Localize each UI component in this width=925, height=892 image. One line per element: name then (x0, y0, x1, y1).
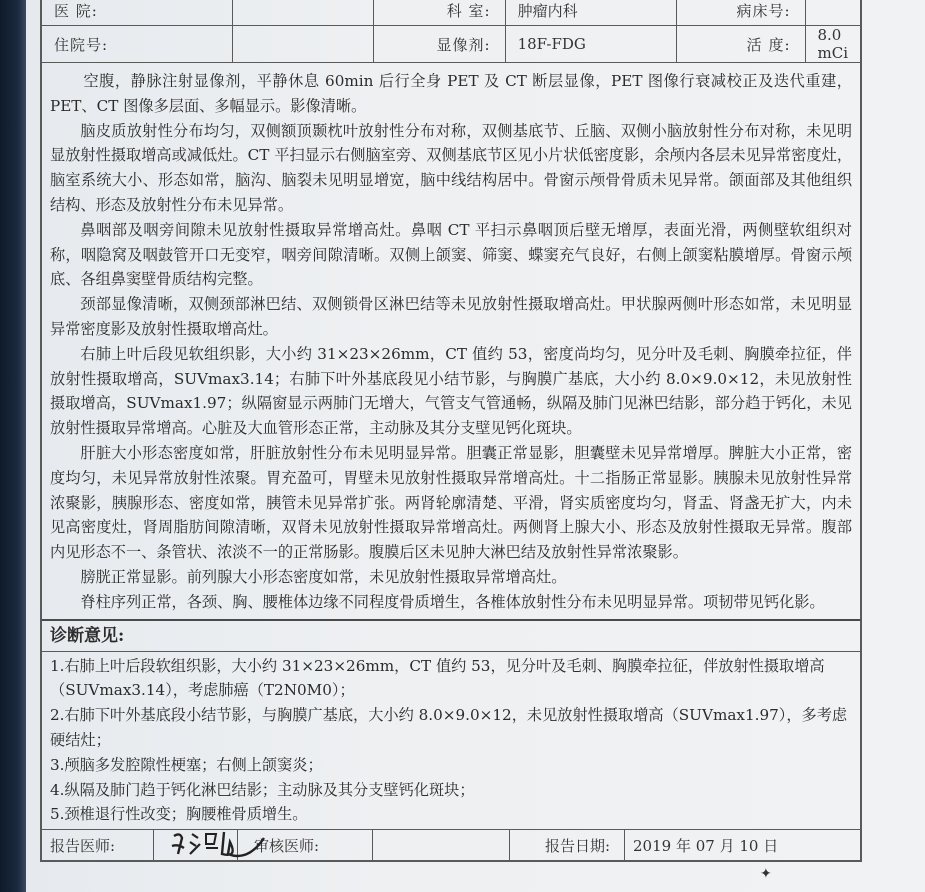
diagnosis-list (41, 652, 861, 830)
pen-mark-icon: ✦ (760, 866, 772, 882)
reviewer-value (373, 830, 510, 861)
bed-number-value (805, 0, 861, 26)
report-date-label: 报告日期: (510, 830, 625, 861)
report-doctor-label: 报告医师: (42, 830, 154, 861)
findings-paragraph-brain: 脑皮质放射性分布均匀，双侧额顶颞枕叶放射性分布对称，双侧基底节、丘脑、双侧小脑放射性分布对称，未见明显放射性摄取增高或减低灶。CT 平扫显示右侧脑室旁、双侧基底节区见小片状低密度影，余颅内各层未见异常密度灶，脑室系统大小、形态如常，脑沟、脑裂未见明显增宽，脑中线结构居中。骨窗示颅骨骨质未见异常。颌面部及其他组织结构、形态及放射性分布未见异常。 (50, 121, 852, 214)
signature-table (41, 829, 861, 861)
diagnosis-item: 3.颅脑多发腔隙性梗塞；右侧上颌窦炎； (50, 755, 323, 774)
findings-paragraph-abdomen: 肝脏大小形态密度如常，肝脏放射性分布未见明显异常。胆囊正常显影，胆囊壁未见异常增厚。脾脏大小正常，密度均匀，未见异常放射性浓聚。胃充盈可，胃壁未见放射性摄取异常增高灶。十二指肠正常显影。胰腺未见放射性异常浓聚影，胰腺形态、密度如常，胰管未见异常扩张。两肾轮廓清楚、平滑，肾实质密度均匀，肾盂、肾盏无扩大，内未见高密度灶，肾周脂肪间隙清晰，双肾未见放射性摄取异常增高灶。两侧肾上腺大小、形态及放射性摄取无异常。腹部内见形态不一、条管状、浓淡不一的正常肠影。腹膜后区未见肿大淋巴结及放射性异常浓聚影。 (50, 443, 852, 562)
hospital-label: 医 院: (42, 0, 233, 26)
background-edge (0, 0, 26, 892)
bed-number-label: 病床号: (676, 0, 805, 26)
inpatient-number-label: 住院号: (42, 26, 233, 63)
findings-section (41, 63, 861, 619)
department-value: 肿瘤内科 (505, 0, 676, 26)
pet-ct-report (40, 0, 862, 862)
signature-row (42, 830, 861, 861)
findings-paragraph-technique: 空腹，静脉注射显像剂，平静休息 60min 后行全身 PET 及 CT 断层显像，PET 图像行衰减校正及迭代重建，PET、CT 图像多层面、多幅显示。影像清晰。 (50, 72, 852, 115)
handwritten-signature-icon (162, 830, 229, 860)
patient-info-table (41, 0, 861, 63)
diagnosis-item: 5.颈椎退行性改变；胸腰椎骨质增生。 (50, 805, 308, 824)
report-date-value: 2019 年 07 月 10 日 (625, 830, 861, 861)
info-row-2 (42, 26, 861, 63)
findings-paragraph-nasopharynx: 鼻咽部及咽旁间隙未见放射性摄取异常增高灶。鼻咽 CT 平扫示鼻咽顶后壁无增厚，表面光滑，两侧壁软组织对称，咽隐窝及咽鼓管开口无变窄，咽旁间隙清晰。双侧上颌窦、筛窦、蝶窦充气良好，右侧上颌窦粘膜增厚。骨窗示颅底、各组鼻窦壁骨质结构完整。 (50, 220, 852, 289)
tracer-value: 18F-FDG (505, 26, 676, 63)
reviewer-label: 审核医师: (238, 830, 373, 861)
info-row-1 (42, 0, 861, 26)
diagnosis-item: 4.纵隔及肺门趋于钙化淋巴结影；主动脉及其分支壁钙化斑块； (50, 780, 475, 799)
diagnosis-item: 2.右肺下叶外基底段小结节影，与胸膜广基底，大小约 8.0×9.0×12，未见放射性摄取增高（SUVmax1.97），多考虑硬结灶； (50, 706, 848, 749)
hospital-value (232, 0, 373, 26)
findings-paragraph-spine: 脊柱序列正常，各颈、胸、腰椎体边缘不同程度骨质增生，各椎体放射性分布未见明显异常。项韧带见钙化影。 (80, 592, 825, 611)
department-label: 科 室: (374, 0, 505, 26)
findings-paragraph-pelvis: 膀胱正常显影。前列腺大小形态密度如常，未见放射性摄取异常增高灶。 (80, 567, 567, 586)
diagnosis-title: 诊断意见: (41, 619, 861, 652)
findings-paragraph-chest: 右肺上叶后段见软组织影，大小约 31×23×26mm，CT 值约 53，密度尚均匀，见分叶及毛刺、胸膜牵拉征，伴放射性摄取增高，SUVmax3.14；右肺下叶外基底段见小结节影，与胸膜广基底，大小约 8.0×9.0×12，未见放射性摄取增高，SUVmax1.97；纵隔窗显示两肺门无增大，气管支气管通畅，纵隔及肺门见淋巴结影，部分趋于钙化，未见放射性摄取异常增高。心脏及大血管形态正常，主动脉及其分支壁见钙化斑块。 (50, 344, 852, 438)
diagnosis-item: 1.右肺上叶后段软组织影，大小约 31×23×26mm，CT 值约 53，见分叶及毛刺、胸膜牵拉征，伴放射性摄取增高（SUVmax3.14），考虑肺癌（T2N0M0）； (50, 656, 825, 700)
report-doctor-signature (154, 830, 238, 861)
findings-paragraph-neck: 颈部显像清晰，双侧颈部淋巴结、双侧锁骨区淋巴结等未见放射性摄取增高灶。甲状腺两侧叶形态如常，未见明显异常密度影及放射性摄取增高灶。 (50, 295, 852, 338)
tracer-label: 显像剂: (374, 26, 505, 63)
activity-label: 活 度: (676, 26, 805, 63)
inpatient-number-value (232, 26, 373, 63)
activity-value: 8.0 mCi (805, 26, 861, 63)
